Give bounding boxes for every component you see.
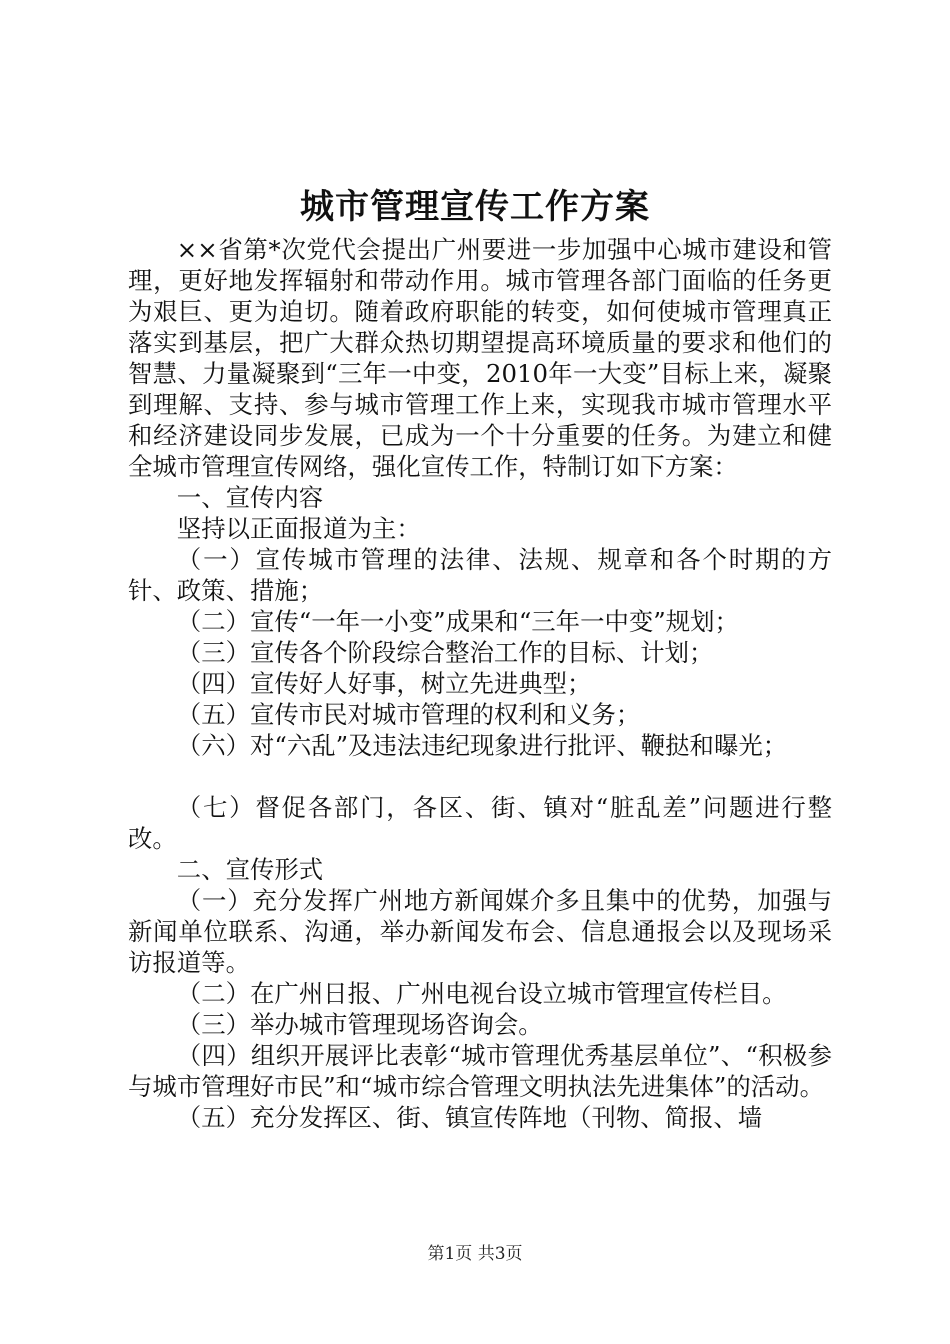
section-heading-content: 一、宣传内容 — [176, 483, 324, 512]
content-item-4: （四）宣传好人好事，树立先进典型； — [176, 669, 592, 698]
form-item-1: （一）充分发挥广州地方新闻媒介多且集中的优势，加强与新闻单位联系、沟通，举办新闻发布会、信息通报会以及现场采访报道等。 — [128, 886, 832, 977]
blank-line — [128, 761, 832, 792]
content-item-6: （六）对“六乱”及违法违纪现象进行批评、鞭挞和曝光； — [176, 731, 788, 760]
intro-paragraph: ××省第*次党代会提出广州要进一步加强中心城市建设和管理，更好地发挥辐射和带动作用。城市管理各部门面临的任务更为艰巨、更为迫切。随着政府职能的转变，如何使城市管理真正落实到基层，把广大群众热切期望提高环境质量的要求和他们的智慧、力量凝聚到“三年一中变，2010年一大变”目标上来，凝聚到理解、支持、参与城市管理工作上来，实现我市城市管理水平和经济建设同步发展，已成为一个十分重要的任务。为建立和健全城市管理宣传网络，强化宣传工作，特制订如下方案： — [128, 235, 832, 481]
content-item-2: （二）宣传“一年一小变”成果和“三年一中变”规划； — [176, 607, 739, 636]
form-item-4: （四）组织开展评比表彰“城市管理优秀基层单位”、“积极参与城市管理好市民”和“城市综合管理文明执法先进集体”的活动。 — [128, 1041, 832, 1101]
content-item-3: （三）宣传各个阶段综合整治工作的目标、计划； — [176, 638, 714, 667]
document-title: 城市管理宣传工作方案 — [300, 187, 650, 227]
form-item-5: （五）充分发挥区、街、镇宣传阵地（刊物、简报、墙 — [176, 1103, 763, 1132]
form-item-3: （三）举办城市管理现场咨询会。 — [176, 1010, 543, 1039]
form-item-2: （二）在广州日报、广州电视台设立城市管理宣传栏目。 — [176, 979, 787, 1008]
section-heading-form: 二、宣传形式 — [176, 855, 324, 884]
content-lead: 坚持以正面报道为主： — [176, 514, 421, 543]
page-footer: 第1页 共3页 — [427, 1244, 523, 1264]
content-item-5: （五）宣传市民对城市管理的权利和义务； — [176, 700, 641, 729]
document-body — [128, 234, 832, 1133]
content-item-7: （七）督促各部门，各区、街、镇对“脏乱差”问题进行整改。 — [128, 793, 832, 853]
content-item-1: （一）宣传城市管理的法律、法规、规章和各个时期的方针、政策、措施； — [128, 545, 832, 605]
